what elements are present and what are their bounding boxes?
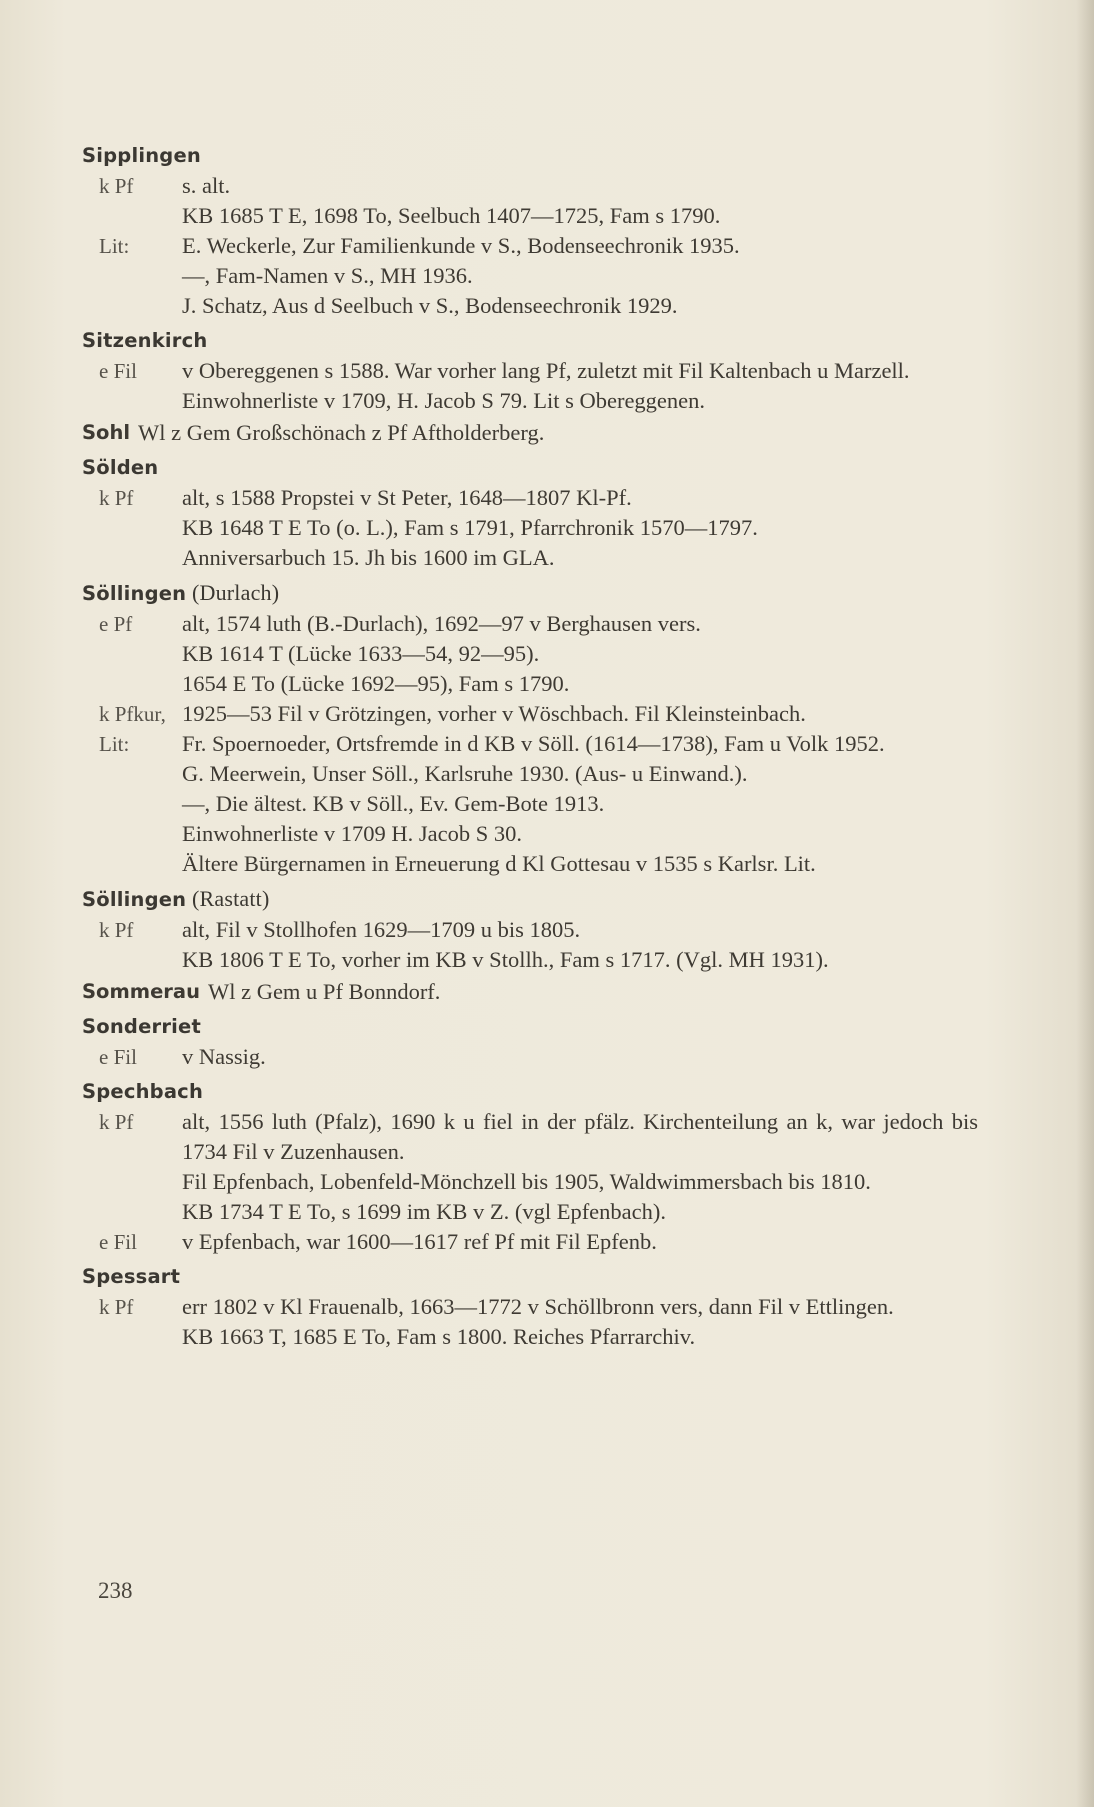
gazetteer-text [82,136,978,1354]
entry-row [82,1292,978,1352]
entry-heading-suffix: (Rastatt) [186,886,270,911]
entry-sitzenkirch [82,326,978,416]
entry-line: 1925—53 Fil v Grötzingen, vorher v Wöschbach. Fil Kleinsteinbach. [182,701,806,726]
entry-line: v Obereggenen s 1588. War vorher lang Pf, zuletzt mit Fil Kaltenbach u Marzell. [182,358,910,383]
entry-label: k Pf [99,1295,134,1319]
literature-line: Fr. Spoernoeder, Ortsfremde in d KB v Söll. (1614—1738), Fam u Volk 1952. [182,731,885,756]
literature-line: —, Fam-Namen v S., MH 1936. [182,263,473,288]
entry-line: 1654 E To (Lücke 1692—95), Fam s 1790. [182,671,570,696]
entry-line: KB 1614 T (Lücke 1633—54, 92—95). [182,641,540,666]
page-spine-shadow [1076,0,1094,1807]
entry-heading: Spessart [82,1265,181,1288]
entry-heading: Sölden [82,456,159,479]
entry-label: e Fil [99,1045,137,1069]
entry-sonderriet [82,1012,978,1072]
entry-spessart [82,1262,978,1352]
entry-heading: Sohl [82,421,131,444]
entry-line: KB 1806 T E To, vorher im KB v Stollh., Fam s 1717. (Vgl. MH 1931). [182,947,829,972]
entry-label: k Pf [99,918,134,942]
entry-line: Anniversarbuch 15. Jh bis 1600 im GLA. [182,545,555,570]
entry-line: alt, s 1588 Propstei v St Peter, 1648—1807 Kl-Pf. [182,485,632,510]
entry-label: e Fil [99,359,137,383]
literature-line: Ältere Bürgernamen in Erneuerung d Kl Gottesau v 1535 s Karlsr. Lit. [182,851,816,876]
entry-label: Lit: [99,732,130,756]
entry-heading-suffix: (Durlach) [186,580,280,605]
entry-label: k Pf [99,1110,134,1134]
entry-line: KB 1734 T E To, s 1699 im KB v Z. (vgl Epfenbach). [182,1199,667,1224]
literature-line: —, Die ältest. KB v Söll., Ev. Gem-Bote 1913. [182,791,605,816]
entry-line: KB 1663 T, 1685 E To, Fam s 1800. Reiches Pfarrarchiv. [182,1324,696,1349]
entry-row [82,231,978,321]
entry-spechbach [82,1077,978,1257]
entry-row [82,483,978,573]
entry-line: KB 1685 T E, 1698 To, Seelbuch 1407—1725, Fam s 1790. [182,203,721,228]
entry-line: s. alt. [182,173,231,198]
entry-line: alt, Fil v Stollhofen 1629—1709 u bis 1805. [182,917,581,942]
entry-line: v Epfenbach, war 1600—1617 ref Pf mit Fil Epfenb. [182,1229,657,1254]
entry-label: Lit: [99,234,130,258]
entry-row [82,915,978,975]
entry-label: k Pf [99,174,134,198]
entry-sommerau [82,977,978,1007]
entry-soelden [82,453,978,573]
entry-line: Wl z Gem u Pf Bonndorf. [207,979,441,1004]
entry-row [82,1042,978,1072]
entry-heading: Sommerau [82,980,200,1003]
entry-row [82,1107,978,1227]
entry-row [82,171,978,231]
entry-row [82,356,978,416]
entry-sohl [82,418,978,448]
entry-heading: Sitzenkirch [82,329,208,352]
entry-line: Einwohnerliste v 1709, H. Jacob S 79. Lit s Obereggenen. [182,388,706,413]
entry-line: alt, 1574 luth (B.-Durlach), 1692—97 v Berghausen vers. [182,611,701,636]
entry-label: e Pf [99,612,133,636]
entry-row [82,1227,978,1257]
entry-label: k Pfkur, [99,702,166,726]
entry-heading: Sonderriet [82,1015,201,1038]
entry-row [82,699,978,729]
literature-line: E. Weckerle, Zur Familienkunde v S., Bodenseechronik 1935. [182,233,740,258]
entry-line: KB 1648 T E To (o. L.), Fam s 1791, Pfarrchronik 1570—1797. [182,515,758,540]
literature-line: J. Schatz, Aus d Seelbuch v S., Bodenseechronik 1929. [182,293,678,318]
entry-soellingen-rastatt [82,884,978,975]
entry-heading: Söllingen (Rastatt) [82,886,270,911]
entry-label: k Pf [99,486,134,510]
entry-line: Fil Epfenbach, Lobenfeld-Mönchzell bis 1905, Waldwimmersbach bis 1810. [182,1169,871,1194]
entry-label: e Fil [99,1230,137,1254]
entry-heading: Spechbach [82,1080,204,1103]
entry-soellingen-durlach [82,578,978,879]
entry-sipplingen [82,141,978,321]
entry-heading: Söllingen (Durlach) [82,580,280,605]
page-number: 238 [98,1578,133,1603]
entry-heading: Sipplingen [82,144,201,167]
entry-line: err 1802 v Kl Frauenalb, 1663—1772 v Schöllbronn vers, dann Fil v Ettlingen. [182,1294,894,1319]
literature-line: Einwohnerliste v 1709 H. Jacob S 30. [182,821,522,846]
entry-row [82,609,978,699]
entry-line: v Nassig. [182,1044,266,1069]
entry-row [82,729,978,879]
entry-line: alt, 1556 luth (Pfalz), 1690 k u fiel in der pfälz. Kirchenteilung an k, war jedoch bis 1734 Fil v Zuzenhausen. [182,1109,978,1164]
literature-line: G. Meerwein, Unser Söll., Karlsruhe 1930. (Aus- u Einwand.). [182,761,748,786]
entry-line: Wl z Gem Großschönach z Pf Aftholderberg. [138,420,545,445]
